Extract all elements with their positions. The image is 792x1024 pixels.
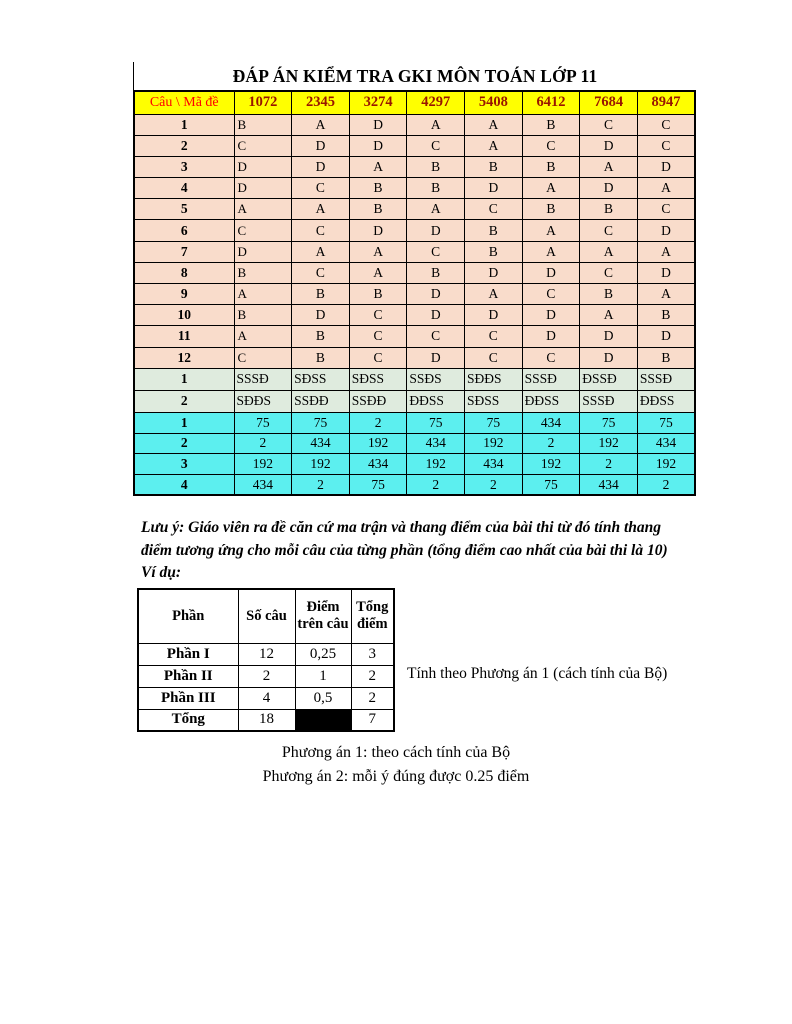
short-answer-row xyxy=(134,475,695,496)
answer-cell: 75 xyxy=(637,412,695,433)
short-answer-row xyxy=(134,433,695,454)
scoring-header-cell: Phần xyxy=(138,589,238,643)
answer-cell: B xyxy=(465,220,523,241)
answer-cell: A xyxy=(234,284,292,305)
answer-cell: B xyxy=(522,199,580,220)
answer-cell: C xyxy=(637,114,695,135)
footer-line-1: Phương án 1: theo cách tính của Bộ xyxy=(281,744,511,761)
answer-cell: B xyxy=(407,178,465,199)
answer-cell: C xyxy=(407,241,465,262)
answer-cell: 192 xyxy=(522,454,580,475)
note-line-3: Ví dụ: xyxy=(141,564,182,581)
answer-cell: D xyxy=(580,178,638,199)
answer-cell: D xyxy=(234,241,292,262)
answer-cell: D xyxy=(407,347,465,368)
scoring-value-cell: 3 xyxy=(351,643,394,665)
answer-cell: 192 xyxy=(407,454,465,475)
answer-cell: SSSĐ xyxy=(522,368,580,390)
answer-cell: D xyxy=(580,135,638,156)
true-false-row xyxy=(134,368,695,390)
exam-code-cell: 6412 xyxy=(522,91,580,114)
answer-cell: B xyxy=(522,156,580,177)
question-number: 4 xyxy=(134,178,234,199)
answer-cell: A xyxy=(637,178,695,199)
question-number: 10 xyxy=(134,305,234,326)
answer-cell: 75 xyxy=(522,475,580,496)
exam-code-cell: 3274 xyxy=(349,91,407,114)
answer-cell: 2 xyxy=(407,475,465,496)
multiple-choice-row xyxy=(134,326,695,347)
footer-notes xyxy=(0,741,792,788)
answer-cell: A xyxy=(522,241,580,262)
multiple-choice-row xyxy=(134,135,695,156)
answer-cell: SĐSS xyxy=(465,390,523,412)
answer-cell: 75 xyxy=(349,475,407,496)
answer-cell: C xyxy=(637,199,695,220)
scoring-row-label: Phần III xyxy=(138,687,238,709)
answer-cell: D xyxy=(465,305,523,326)
answer-cell: D xyxy=(637,326,695,347)
answer-cell: D xyxy=(580,326,638,347)
answer-cell: 192 xyxy=(349,433,407,454)
answer-cell: A xyxy=(637,241,695,262)
scoring-value-cell: 12 xyxy=(238,643,295,665)
scoring-value-cell: 0,5 xyxy=(295,687,351,709)
answer-cell: D xyxy=(522,305,580,326)
answer-cell: B xyxy=(292,326,350,347)
exam-code-cell: 5408 xyxy=(465,91,523,114)
answer-cell: C xyxy=(234,220,292,241)
answer-cell: A xyxy=(292,114,350,135)
answer-cell: A xyxy=(522,178,580,199)
scoring-row-label: Phần II xyxy=(138,665,238,687)
answer-cell: A xyxy=(292,199,350,220)
answer-cell: D xyxy=(522,262,580,283)
answer-cell: SSSĐ xyxy=(580,390,638,412)
answer-cell: B xyxy=(580,199,638,220)
answer-cell: C xyxy=(292,220,350,241)
answer-cell: B xyxy=(522,114,580,135)
answer-cell: A xyxy=(234,326,292,347)
answer-cell: B xyxy=(637,305,695,326)
note-line-1: Lưu ý: Giáo viên ra đề căn cứ ma trận và thang điểm của bài thi từ đó tính thang xyxy=(141,519,662,536)
answer-cell: SĐSS xyxy=(292,368,350,390)
question-number: 1 xyxy=(134,114,234,135)
answer-cell: 434 xyxy=(522,412,580,433)
answer-cell: SSSĐ xyxy=(637,368,695,390)
scoring-row xyxy=(138,687,394,709)
answer-cell: B xyxy=(465,241,523,262)
answer-cell: SĐĐS xyxy=(465,368,523,390)
answer-cell: D xyxy=(292,156,350,177)
answer-cell: A xyxy=(580,305,638,326)
answer-cell: A xyxy=(407,199,465,220)
answer-cell: D xyxy=(580,347,638,368)
multiple-choice-row xyxy=(134,220,695,241)
answer-cell: C xyxy=(580,114,638,135)
answer-cell: A xyxy=(349,262,407,283)
question-number: 9 xyxy=(134,284,234,305)
footer-line-2: Phương án 2: mỗi ý đúng được 0.25 điểm xyxy=(262,767,530,785)
multiple-choice-row xyxy=(134,305,695,326)
question-number: 2 xyxy=(134,390,234,412)
note-line-2: điểm tương ứng cho mỗi câu của từng phần (tổng điểm cao nhất của bài thi là 10) xyxy=(141,541,668,559)
true-false-row xyxy=(134,390,695,412)
answer-cell: C xyxy=(349,326,407,347)
scoring-value-cell: 2 xyxy=(351,687,394,709)
scoring-row xyxy=(138,709,394,731)
answer-cell: A xyxy=(292,241,350,262)
answer-cell: C xyxy=(522,284,580,305)
answer-cell: B xyxy=(234,305,292,326)
answer-cell: C xyxy=(349,347,407,368)
answer-cell: D xyxy=(407,284,465,305)
question-number: 2 xyxy=(134,135,234,156)
answer-cell: C xyxy=(234,347,292,368)
answer-cell: C xyxy=(292,178,350,199)
multiple-choice-row xyxy=(134,199,695,220)
question-number: 6 xyxy=(134,220,234,241)
answer-cell: 75 xyxy=(580,412,638,433)
answer-cell: C xyxy=(580,262,638,283)
multiple-choice-row xyxy=(134,241,695,262)
exam-code-cell: 4297 xyxy=(407,91,465,114)
short-answer-row xyxy=(134,454,695,475)
answer-cell: B xyxy=(292,347,350,368)
answer-cell: B xyxy=(407,262,465,283)
answer-cell: C xyxy=(580,220,638,241)
answer-cell: 192 xyxy=(234,454,292,475)
multiple-choice-row xyxy=(134,156,695,177)
scoring-value-cell: 2 xyxy=(238,665,295,687)
answer-cell: B xyxy=(580,284,638,305)
answer-cell: SSĐĐ xyxy=(292,390,350,412)
answer-cell: ĐĐSS xyxy=(637,390,695,412)
scoring-example-table xyxy=(137,588,395,732)
answer-cell: C xyxy=(522,347,580,368)
answer-cell: 2 xyxy=(349,412,407,433)
answer-cell: 75 xyxy=(465,412,523,433)
answer-cell: B xyxy=(349,178,407,199)
question-number: 7 xyxy=(134,241,234,262)
answer-cell: C xyxy=(465,347,523,368)
scoring-value-cell: 2 xyxy=(351,665,394,687)
answer-cell: C xyxy=(349,305,407,326)
answer-cell: D xyxy=(234,178,292,199)
short-answer-row xyxy=(134,412,695,433)
question-number: 12 xyxy=(134,347,234,368)
multiple-choice-row xyxy=(134,262,695,283)
scoring-header-cell: Tổng điểm xyxy=(351,589,394,643)
page-title: ĐÁP ÁN KIỂM TRA GKI MÔN TOÁN LỚP 11 xyxy=(133,62,696,90)
answer-cell: C xyxy=(234,135,292,156)
exam-code-cell: 1072 xyxy=(234,91,292,114)
question-number: 2 xyxy=(134,433,234,454)
answer-cell: C xyxy=(407,326,465,347)
side-note: Tính theo Phương án 1 (cách tính của Bộ) xyxy=(407,665,668,682)
scoring-row-label: Phần I xyxy=(138,643,238,665)
answer-cell: A xyxy=(637,284,695,305)
scoring-value-cell: 0,25 xyxy=(295,643,351,665)
answer-cell: 434 xyxy=(637,433,695,454)
question-number: 5 xyxy=(134,199,234,220)
question-number: 1 xyxy=(134,412,234,433)
answer-cell: A xyxy=(580,241,638,262)
answer-cell: C xyxy=(637,135,695,156)
answer-cell: C xyxy=(522,135,580,156)
multiple-choice-row xyxy=(134,178,695,199)
scoring-header-cell: Điểm trên câu xyxy=(295,589,351,643)
answer-cell: B xyxy=(349,284,407,305)
answer-cell: D xyxy=(465,178,523,199)
answer-cell: SSĐS xyxy=(407,368,465,390)
answer-cell: D xyxy=(465,262,523,283)
answer-cell: 434 xyxy=(234,475,292,496)
scoring-row-label: Tổng xyxy=(138,709,238,731)
answer-cell: A xyxy=(407,114,465,135)
answer-cell: D xyxy=(349,114,407,135)
question-number: 3 xyxy=(134,454,234,475)
answer-cell: C xyxy=(465,326,523,347)
answer-cell: A xyxy=(349,241,407,262)
answer-cell: A xyxy=(522,220,580,241)
multiple-choice-row xyxy=(134,284,695,305)
answer-cell: A xyxy=(580,156,638,177)
answer-cell: D xyxy=(637,156,695,177)
scoring-value-cell: 18 xyxy=(238,709,295,731)
answer-cell: 2 xyxy=(637,475,695,496)
answer-cell: C xyxy=(465,199,523,220)
answer-cell: SĐSS xyxy=(349,368,407,390)
answer-cell: D xyxy=(292,135,350,156)
answer-cell: 2 xyxy=(292,475,350,496)
answer-cell: D xyxy=(292,305,350,326)
answer-cell: D xyxy=(349,220,407,241)
answer-cell: 192 xyxy=(580,433,638,454)
answer-cell: A xyxy=(349,156,407,177)
answer-cell: A xyxy=(465,114,523,135)
answer-cell: D xyxy=(234,156,292,177)
answer-cell: D xyxy=(522,326,580,347)
answer-cell: B xyxy=(465,156,523,177)
answer-cell: 434 xyxy=(349,454,407,475)
answer-cell: 192 xyxy=(292,454,350,475)
exam-code-header-row xyxy=(134,91,695,114)
exam-code-cell: 7684 xyxy=(580,91,638,114)
answer-cell: 434 xyxy=(292,433,350,454)
multiple-choice-row xyxy=(134,114,695,135)
scoring-header-row xyxy=(138,589,394,643)
answer-cell: 2 xyxy=(580,454,638,475)
answer-cell: A xyxy=(465,135,523,156)
scoring-value-cell: 7 xyxy=(351,709,394,731)
scoring-row xyxy=(138,643,394,665)
answer-cell: SĐĐS xyxy=(234,390,292,412)
answer-cell: 75 xyxy=(234,412,292,433)
answer-cell: 2 xyxy=(465,475,523,496)
answer-cell: 192 xyxy=(637,454,695,475)
answer-cell: B xyxy=(407,156,465,177)
exam-code-cell: 2345 xyxy=(292,91,350,114)
scoring-value-cell: 4 xyxy=(238,687,295,709)
answer-cell: SSSĐ xyxy=(234,368,292,390)
answer-cell: ĐĐSS xyxy=(522,390,580,412)
answer-cell: D xyxy=(637,262,695,283)
teacher-note xyxy=(141,517,701,585)
question-number: 1 xyxy=(134,368,234,390)
answer-cell: 2 xyxy=(522,433,580,454)
answer-cell: A xyxy=(465,284,523,305)
answer-cell: B xyxy=(637,347,695,368)
answer-key-table xyxy=(133,90,696,496)
answer-cell: 434 xyxy=(580,475,638,496)
question-number: 3 xyxy=(134,156,234,177)
question-number: 8 xyxy=(134,262,234,283)
answer-cell: 75 xyxy=(292,412,350,433)
scoring-header-cell: Số câu xyxy=(238,589,295,643)
answer-cell: B xyxy=(234,114,292,135)
exam-code-cell: 8947 xyxy=(637,91,695,114)
answer-cell: D xyxy=(407,305,465,326)
answer-cell: B xyxy=(234,262,292,283)
question-number: 4 xyxy=(134,475,234,496)
scoring-row xyxy=(138,665,394,687)
answer-cell: C xyxy=(407,135,465,156)
answer-cell: A xyxy=(234,199,292,220)
answer-cell: D xyxy=(637,220,695,241)
answer-cell: D xyxy=(349,135,407,156)
answer-cell: 434 xyxy=(465,454,523,475)
corner-header-cell: Câu \ Mã đề xyxy=(134,91,234,114)
multiple-choice-row xyxy=(134,347,695,368)
answer-cell: 434 xyxy=(407,433,465,454)
scoring-value-cell: 1 xyxy=(295,665,351,687)
answer-cell: C xyxy=(292,262,350,283)
question-number: 11 xyxy=(134,326,234,347)
answer-cell: D xyxy=(407,220,465,241)
answer-cell: 192 xyxy=(465,433,523,454)
answer-cell: SSĐĐ xyxy=(349,390,407,412)
answer-cell: 2 xyxy=(234,433,292,454)
answer-cell: ĐĐSS xyxy=(407,390,465,412)
answer-cell: B xyxy=(349,199,407,220)
blacked-out-cell xyxy=(295,709,351,731)
answer-cell: B xyxy=(292,284,350,305)
answer-cell: 75 xyxy=(407,412,465,433)
answer-cell: ĐSSĐ xyxy=(580,368,638,390)
